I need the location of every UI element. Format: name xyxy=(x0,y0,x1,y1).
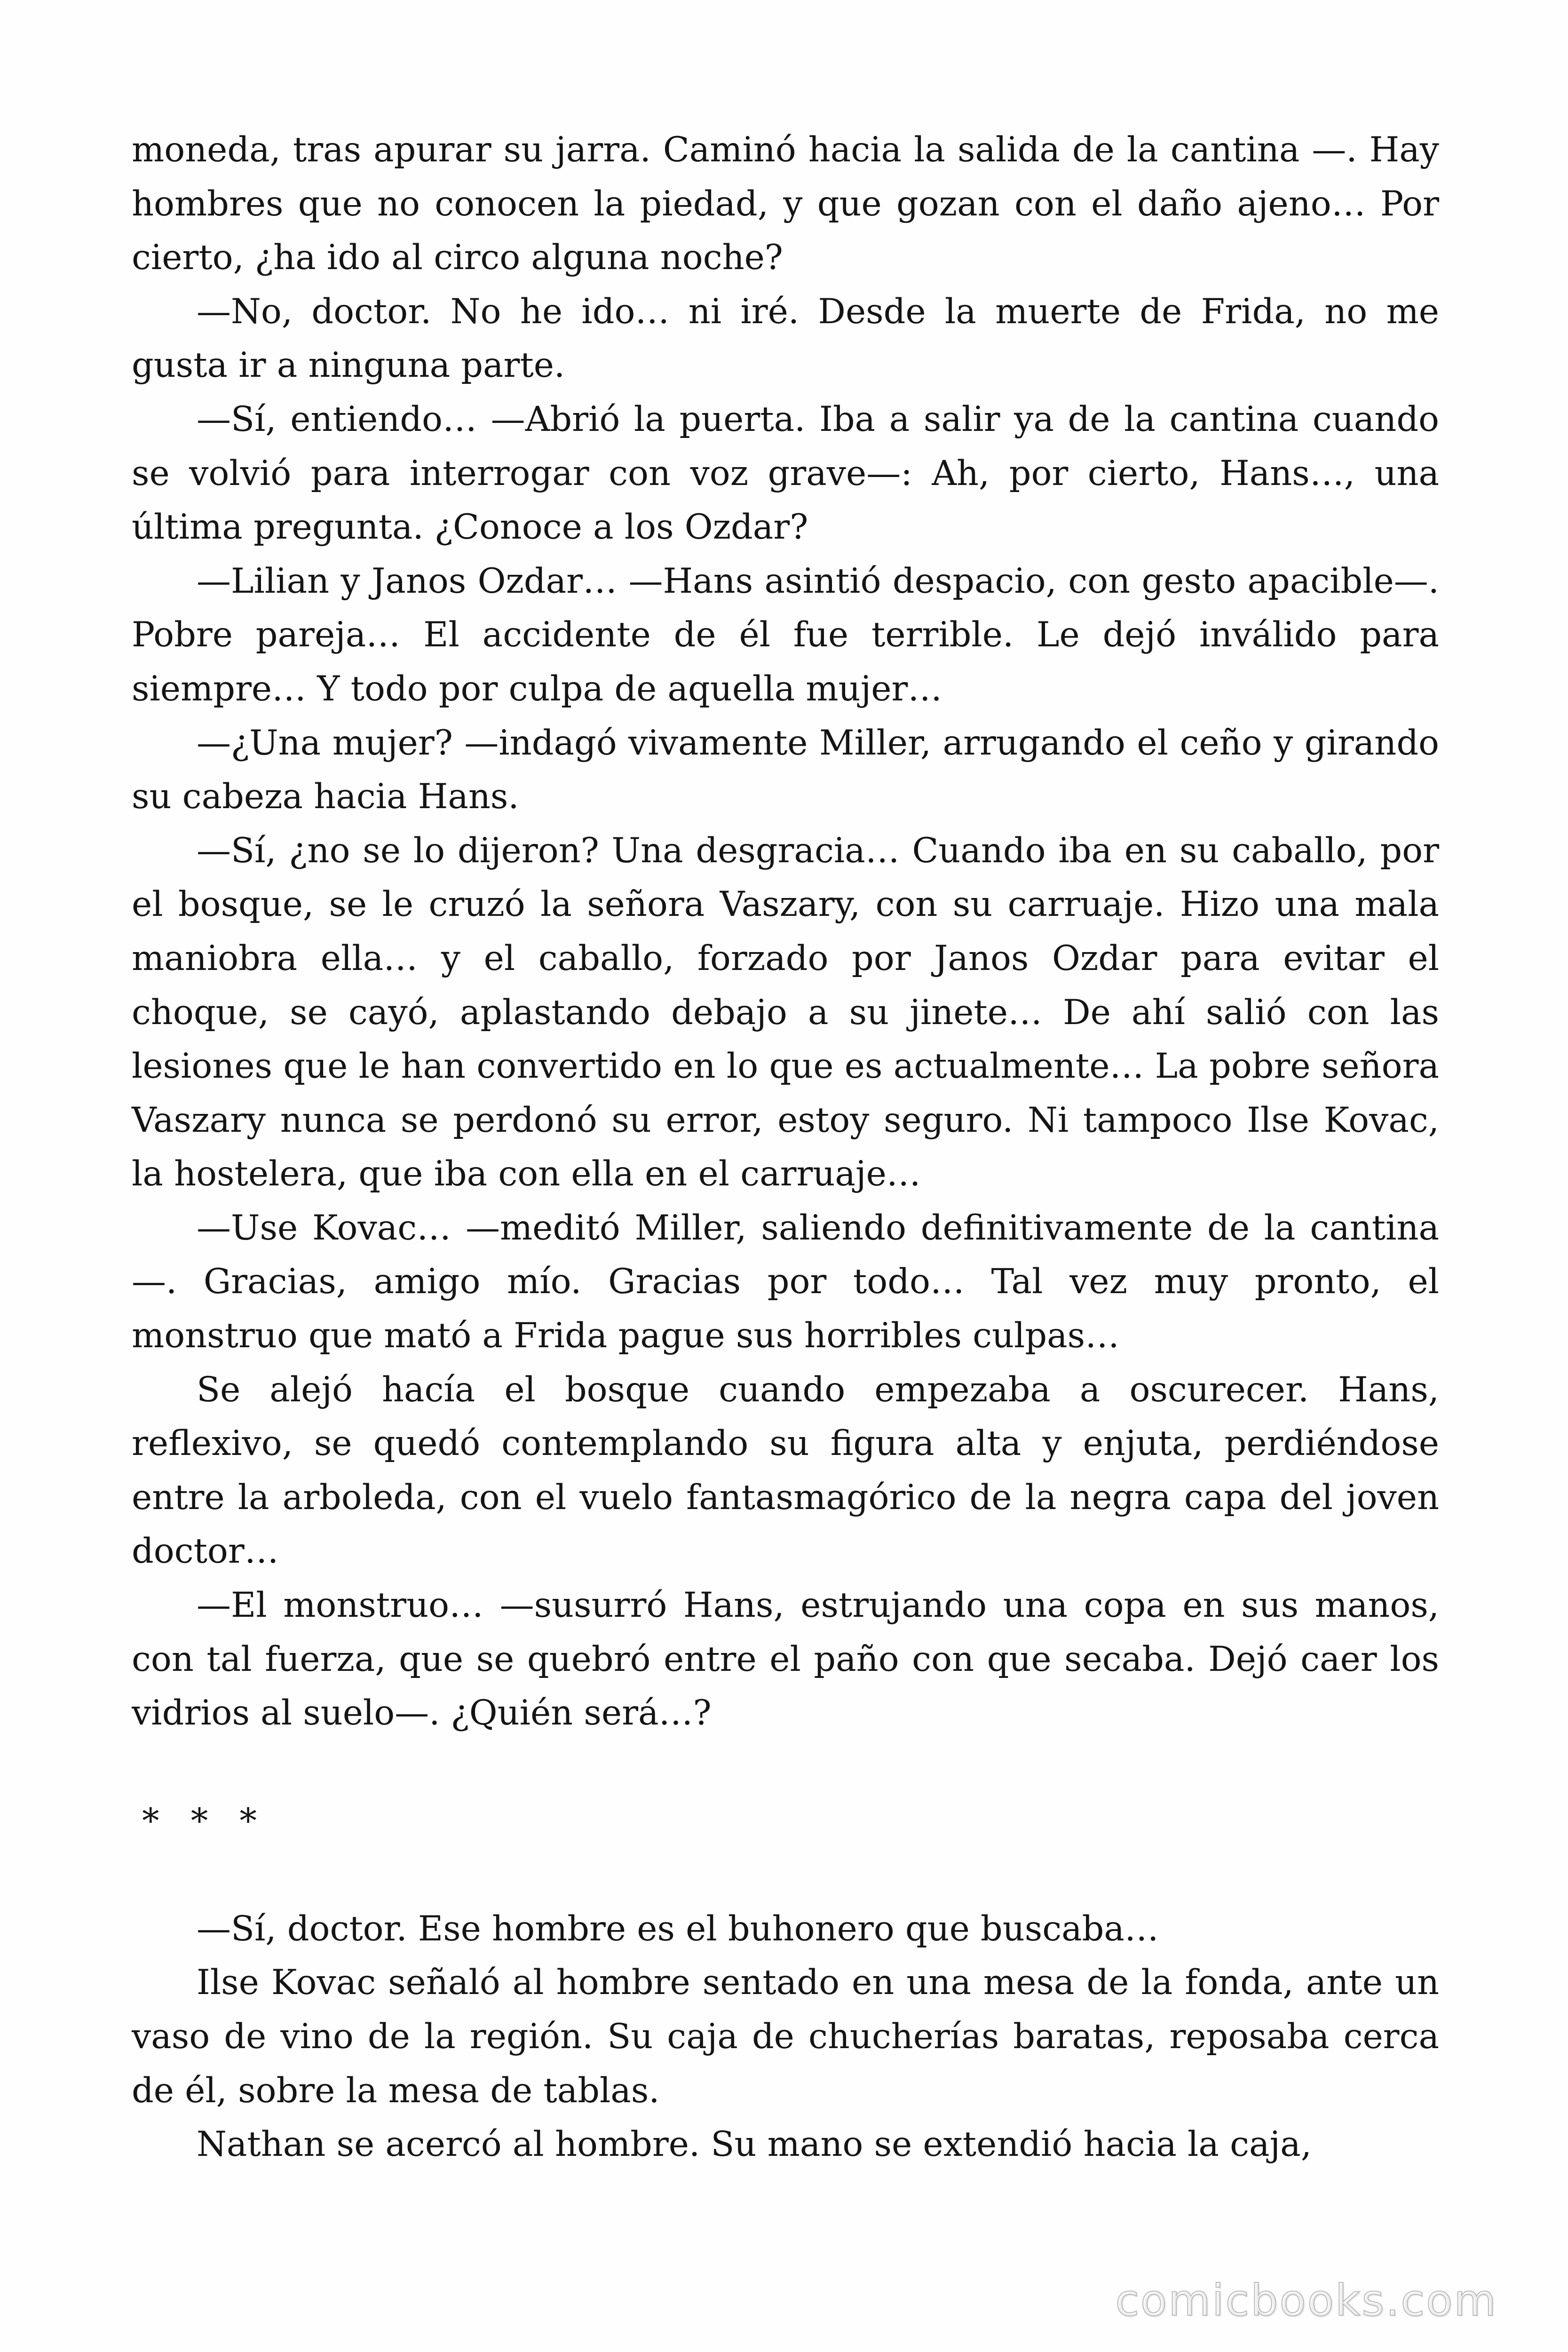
paragraph: —El monstruo… —susurró Hans, estrujando una copa en sus manos, con tal fuerza, que se quebró entre el paño con que secaba. Dejó caer los vidrios al suelo—. ¿Quién será…? xyxy=(132,1585,1439,1733)
paragraph: —Sí, doctor. Ese hombre es el buhonero que buscaba… xyxy=(197,1908,1159,1949)
paragraph: —¿Una mujer? —indagó vivamente Miller, arrugando el ceño y girando su cabeza hacia Hans. xyxy=(132,723,1439,817)
watermark: comicbooks.com xyxy=(1115,2275,1497,2326)
paragraph: —Lilian y Janos Ozdar… —Hans asintió despacio, con gesto apacible—. Pobre pareja… El accidente de él fue terrible. Le dejó inválido para siempre… Y todo por culpa de aquella mujer… xyxy=(132,561,1439,709)
book-page xyxy=(132,123,1439,2172)
paragraph: Ilse Kovac señaló al hombre sentado en una mesa de la fonda, ante un vaso de vino de la región. Su caja de chucherías baratas, reposaba cerca de él, sobre la mesa de tablas. xyxy=(132,1963,1439,2111)
paragraph: —Use Kovac… —meditó Miller, saliendo definitivamente de la cantina—. Gracias, amigo mío. Gracias por todo… Tal vez muy pronto, el monstruo que mató a Frida pague sus horribles culpas… xyxy=(132,1208,1439,1356)
paragraph: —No, doctor. No he ido… ni iré. Desde la muerte de Frida, no me gusta ir a ninguna parte. xyxy=(132,291,1439,386)
paragraph: Nathan se acercó al hombre. Su mano se extendió hacia la caja, xyxy=(197,2124,1312,2165)
paragraph: —Sí, entiendo… —Abrió la puerta. Iba a salir ya de la cantina cuando se volvió para interrogar con voz grave—: Ah, por cierto, Hans…, una última pregunta. ¿Conoce a los Ozdar? xyxy=(132,399,1439,548)
paragraph-continuation: moneda, tras apurar su jarra. Caminó hacia la salida de la cantina —. Hay hombres que no conocen la piedad, y que gozan con el daño ajeno… Por cierto, ¿ha ido al circo alguna noche? xyxy=(132,130,1439,278)
scene-break: * * * xyxy=(142,1801,267,1841)
paragraph: —Sí, ¿no se lo dijeron? Una desgracia… Cuando iba en su caballo, por el bosque, se le cruzó la señora Vaszary, con su carruaje. Hizo una mala maniobra ella… y el caballo, forzado por Janos Ozdar para evitar el choque, se cayó, aplastando debajo a su jinete… De ahí salió con las lesiones que le han convertido en lo que es actualmente… La pobre señora Vaszary nunca se perdonó su error, estoy seguro. Ni tampoco Ilse Kovac, la hostelera, que iba con ella en el carruaje… xyxy=(132,830,1439,1194)
paragraph: Se alejó hacía el bosque cuando empezaba a oscurecer. Hans, reflexivo, se quedó contemplando su figura alta y enjuta, perdiéndose entre la arboleda, con el vuelo fantasmagórico de la negra capa del joven doctor… xyxy=(132,1369,1439,1572)
